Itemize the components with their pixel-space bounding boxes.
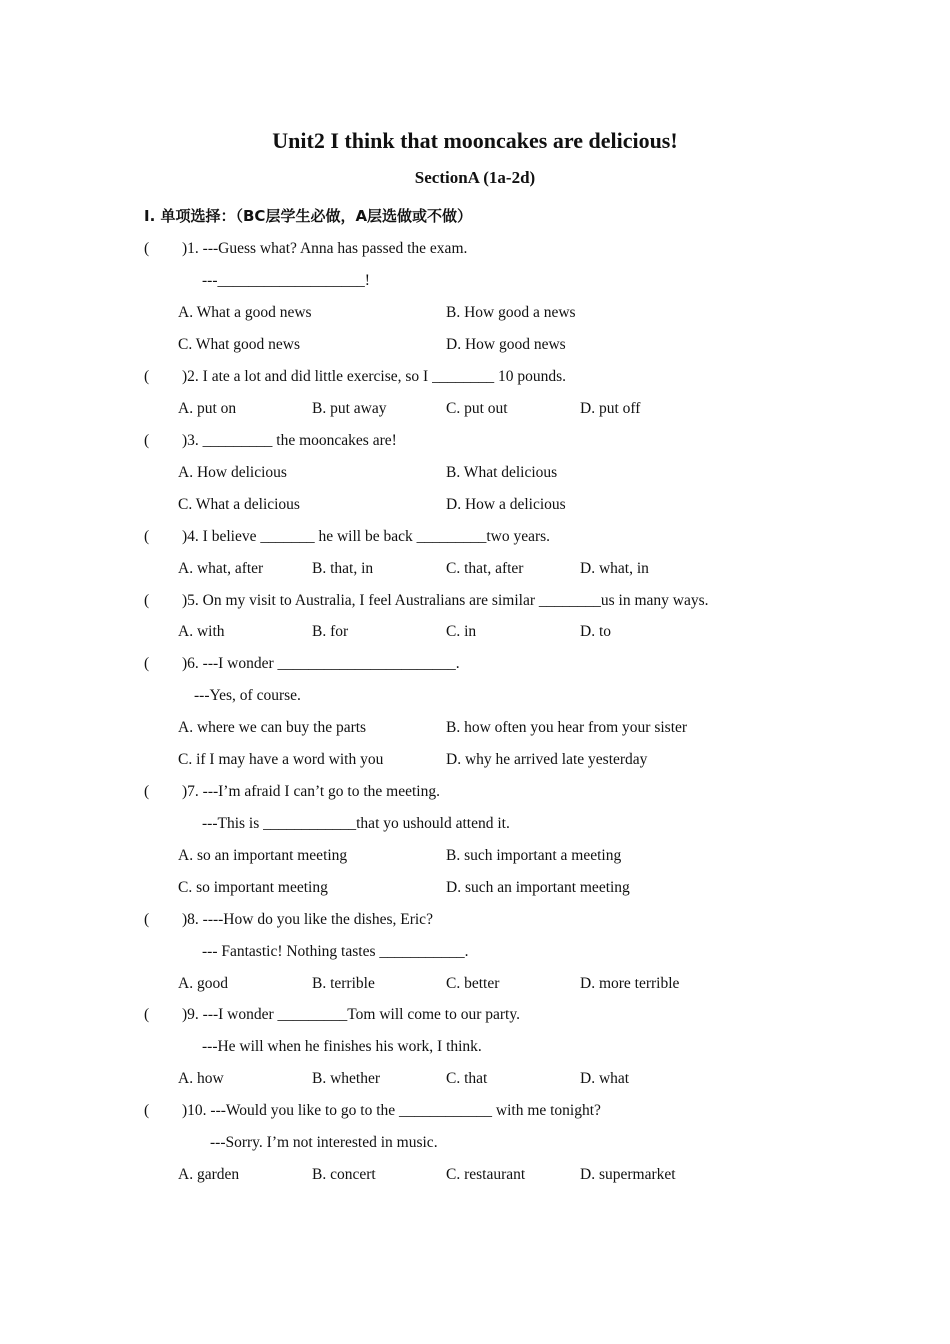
option-c[interactable]: C. put out [446, 400, 508, 417]
question-stem: )1. ---Guess what? Anna has passed the exam. [182, 240, 468, 257]
option-a[interactable]: A. with [178, 623, 225, 640]
option-a[interactable]: A. good [178, 975, 228, 992]
question-stem: )6. ---I wonder _______________________. [182, 655, 460, 672]
question-stem: )2. I ate a lot and did little exercise, so I ________ 10 pounds. [182, 368, 566, 385]
option-c[interactable]: C. What a delicious [178, 496, 300, 513]
question-stem: )9. ---I wonder _________Tom will come to our party. [182, 1006, 520, 1023]
answer-bracket[interactable]: ( [144, 911, 150, 928]
option-a[interactable]: A. what, after [178, 560, 264, 577]
option-c[interactable]: C. better [446, 975, 500, 992]
option-b[interactable]: B. that, in [312, 560, 374, 577]
question-reply: ---This is ____________that yo ushould attend it. [202, 815, 510, 832]
option-c[interactable]: C. that, after [446, 560, 524, 577]
option-c[interactable]: C. restaurant [446, 1166, 526, 1183]
answer-bracket[interactable]: ( [144, 1006, 150, 1023]
answer-bracket[interactable]: ( [144, 592, 150, 609]
answer-bracket[interactable]: ( [144, 528, 150, 545]
question-stem: )4. I believe _______ he will be back _________two years. [182, 528, 551, 545]
answer-bracket[interactable]: ( [144, 655, 150, 672]
answer-bracket[interactable]: ( [144, 368, 150, 385]
option-d[interactable]: D. How good news [446, 336, 566, 353]
question-reply: ---Yes, of course. [194, 687, 301, 704]
option-d[interactable]: D. what, in [580, 560, 649, 577]
page-title: Unit2 I think that mooncakes are delicious! [272, 128, 678, 153]
option-b[interactable]: B. How good a news [446, 304, 576, 321]
option-a[interactable]: A. where we can buy the parts [178, 719, 367, 736]
question-reply: ---He will when he finishes his work, I think. [202, 1038, 482, 1055]
option-b[interactable]: B. for [312, 623, 349, 640]
option-a[interactable]: A. how [178, 1070, 224, 1087]
option-d[interactable]: D. why he arrived late yesterday [446, 751, 648, 768]
option-c[interactable]: C. in [446, 623, 477, 640]
option-c[interactable]: C. if I may have a word with you [178, 751, 384, 768]
option-d[interactable]: D. supermarket [580, 1166, 676, 1183]
question-stem: )3. _________ the mooncakes are! [182, 432, 397, 449]
option-b[interactable]: B. terrible [312, 975, 375, 992]
option-b[interactable]: B. how often you hear from your sister [446, 719, 688, 736]
option-c[interactable]: C. that [446, 1070, 488, 1087]
option-a[interactable]: A. What a good news [178, 304, 312, 321]
question-reply: --- Fantastic! Nothing tastes ___________. [202, 943, 469, 960]
option-d[interactable]: D. such an important meeting [446, 879, 630, 896]
question-reply: ---Sorry. I’m not interested in music. [210, 1134, 438, 1151]
option-d[interactable]: D. more terrible [580, 975, 680, 992]
option-a[interactable]: A. put on [178, 400, 237, 417]
option-b[interactable]: B. What delicious [446, 464, 558, 481]
question-stem: )10. ---Would you like to go to the ____________ with me tonight? [182, 1102, 601, 1119]
answer-bracket[interactable]: ( [144, 783, 150, 800]
option-b[interactable]: B. concert [312, 1166, 376, 1183]
answer-bracket[interactable]: ( [144, 240, 150, 257]
option-a[interactable]: A. so an important meeting [178, 847, 348, 864]
question-stem: )5. On my visit to Australia, I feel Australians are similar ________us in many ways. [182, 592, 709, 609]
option-d[interactable]: D. How a delicious [446, 496, 566, 513]
question-stem: )8. ----How do you like the dishes, Eric? [182, 911, 433, 928]
option-a[interactable]: A. How delicious [178, 464, 287, 481]
question-reply: ---___________________! [202, 272, 370, 289]
option-b[interactable]: B. such important a meeting [446, 847, 622, 864]
option-d[interactable]: D. to [580, 623, 611, 640]
option-c[interactable]: C. What good news [178, 336, 300, 353]
answer-bracket[interactable]: ( [144, 432, 150, 449]
section-heading: I. 单项选择：（BC层学生必做，A层选做或不做） [144, 207, 473, 225]
option-d[interactable]: D. what [580, 1070, 630, 1087]
option-d[interactable]: D. put off [580, 400, 641, 417]
option-c[interactable]: C. so important meeting [178, 879, 328, 896]
option-b[interactable]: B. put away [312, 400, 387, 417]
question-stem: )7. ---I’m afraid I can’t go to the meeting. [182, 783, 440, 800]
page-subtitle: SectionA (1a-2d) [414, 168, 536, 187]
option-a[interactable]: A. garden [178, 1166, 240, 1183]
option-b[interactable]: B. whether [312, 1070, 381, 1087]
answer-bracket[interactable]: ( [144, 1102, 150, 1119]
